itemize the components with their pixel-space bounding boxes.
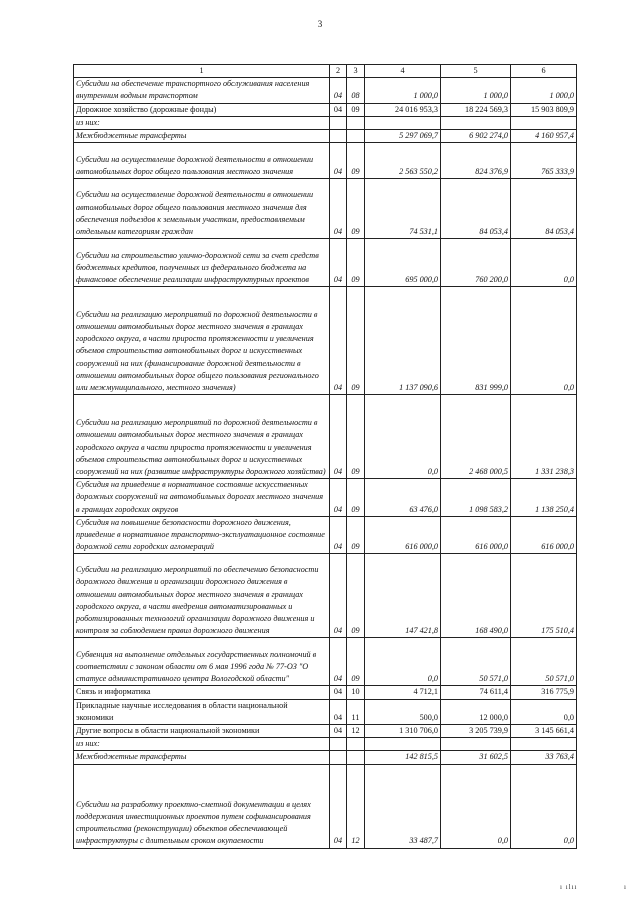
- cell-name: из них:: [74, 116, 330, 129]
- budget-table: [73, 64, 577, 849]
- cell-v5: 18 224 569,3: [441, 103, 511, 116]
- cell-rz: 04: [330, 179, 347, 239]
- table-row: [74, 516, 577, 554]
- cell-rz: 04: [330, 516, 347, 554]
- cell-v4: 5 297 069,7: [365, 130, 441, 143]
- cell-v4: [365, 116, 441, 129]
- cell-v4: [365, 738, 441, 751]
- cell-v5: 824 376,9: [441, 143, 511, 179]
- cell-v6: 1 000,0: [511, 78, 577, 103]
- cell-name: Субсидии на реализацию мероприятий по обеспечению безопасности дорожного движения и организации дорожного движения в отношении автомобильных дорог местного значения в границах городского округа, в части внедрения автоматизированных и роботизированных технологий организации дорожного движения и контроля за соблюдением правил дорожного движения: [74, 554, 330, 638]
- table-row: [74, 479, 577, 517]
- cell-v5: 31 602,5: [441, 751, 511, 764]
- cell-v4: 63 476,0: [365, 479, 441, 517]
- cell-v6: 3 145 661,4: [511, 725, 577, 738]
- cell-v4: 500,0: [365, 699, 441, 724]
- cell-v6: 4 160 957,4: [511, 130, 577, 143]
- table-row: [74, 638, 577, 686]
- cell-pr: 10: [347, 686, 365, 699]
- cell-rz: [330, 116, 347, 129]
- cell-name: Субвенция на выполнение отдельных государственных полномочий в соответствии с законом области от 6 мая 1996 года № 77-ОЗ "О статусе административного центра Вологодской области": [74, 638, 330, 686]
- cell-v5: [441, 738, 511, 751]
- cell-v5: 6 902 274,0: [441, 130, 511, 143]
- cell-v6: 0,0: [511, 287, 577, 395]
- cell-rz: 04: [330, 395, 347, 479]
- cell-v6: 0,0: [511, 699, 577, 724]
- cell-name: Субсидии на обеспечение транспортного обслуживания населения внутренним водным транспортом: [74, 78, 330, 103]
- cell-v4: 24 016 953,3: [365, 103, 441, 116]
- cell-v5: 616 000,0: [441, 516, 511, 554]
- cell-pr: 12: [347, 764, 365, 848]
- cell-v6: 0,0: [511, 764, 577, 848]
- cell-v6: 15 903 809,9: [511, 103, 577, 116]
- cell-name: Субсидии на осуществление дорожной деятельности в отношении автомобильных дорог общего пользования местного значения для обеспечения подъездов к земельным участкам, предоставляемым отдельным категориям граждан: [74, 179, 330, 239]
- table-row: [74, 179, 577, 239]
- header-cell-6: 6: [511, 65, 577, 78]
- cell-v4: 616 000,0: [365, 516, 441, 554]
- cell-rz: 04: [330, 725, 347, 738]
- cell-v4: 0,0: [365, 395, 441, 479]
- cell-pr: 09: [347, 479, 365, 517]
- cell-rz: 04: [330, 554, 347, 638]
- header-cell-3: 3: [347, 65, 365, 78]
- cell-v5: 84 053,4: [441, 179, 511, 239]
- table-row: [74, 751, 577, 764]
- table-row: [74, 287, 577, 395]
- table-row: [74, 395, 577, 479]
- cell-name: Субсидии на строительство улично-дорожной сети за счет средств бюджетных кредитов, полученных из федерального бюджета на финансовое обеспечение реализации инфраструктурных проектов: [74, 239, 330, 287]
- cell-v5: 0,0: [441, 764, 511, 848]
- cell-pr: 11: [347, 699, 365, 724]
- cell-pr: 09: [347, 554, 365, 638]
- cell-v5: 74 611,4: [441, 686, 511, 699]
- cell-v6: 1 138 250,4: [511, 479, 577, 517]
- cell-pr: 09: [347, 143, 365, 179]
- cell-pr: 09: [347, 287, 365, 395]
- table-row: [74, 699, 577, 724]
- cell-name: Дорожное хозяйство (дорожные фонды): [74, 103, 330, 116]
- cell-v6: [511, 738, 577, 751]
- cell-rz: [330, 738, 347, 751]
- cell-v4: 74 531,1: [365, 179, 441, 239]
- cell-v4: 2 563 550,2: [365, 143, 441, 179]
- table-row: [74, 130, 577, 143]
- cell-v6: 765 333,9: [511, 143, 577, 179]
- cell-v6: 316 775,9: [511, 686, 577, 699]
- table-header-row: [74, 65, 577, 78]
- cell-pr: 09: [347, 516, 365, 554]
- cell-name: из них:: [74, 738, 330, 751]
- cell-v6: 616 000,0: [511, 516, 577, 554]
- table-row: [74, 103, 577, 116]
- cell-v4: 1 000,0: [365, 78, 441, 103]
- table-row: [74, 686, 577, 699]
- cell-v5: 12 000,0: [441, 699, 511, 724]
- footer-mark-right: ı: [624, 883, 626, 891]
- cell-pr: [347, 738, 365, 751]
- cell-v4: 33 487,7: [365, 764, 441, 848]
- cell-pr: [347, 116, 365, 129]
- cell-name: Другие вопросы в области национальной экономики: [74, 725, 330, 738]
- cell-v5: 50 571,0: [441, 638, 511, 686]
- cell-name: Связь и информатика: [74, 686, 330, 699]
- cell-v6: 175 510,4: [511, 554, 577, 638]
- cell-pr: 09: [347, 239, 365, 287]
- cell-v4: 1 310 706,0: [365, 725, 441, 738]
- cell-pr: 09: [347, 395, 365, 479]
- cell-rz: 04: [330, 143, 347, 179]
- table-row: [74, 554, 577, 638]
- cell-name: Межбюджетные трансферты: [74, 130, 330, 143]
- cell-rz: 04: [330, 103, 347, 116]
- cell-v6: 50 571,0: [511, 638, 577, 686]
- cell-rz: 04: [330, 699, 347, 724]
- cell-pr: [347, 751, 365, 764]
- cell-v4: 147 421,8: [365, 554, 441, 638]
- table-row: [74, 143, 577, 179]
- footer-mark: ı ılıı: [560, 883, 578, 891]
- header-cell-2: 2: [330, 65, 347, 78]
- cell-v5: 168 490,0: [441, 554, 511, 638]
- cell-name: Субсидия на приведение в нормативное состояние искусственных дорожных сооружений на автомобильных дорогах местного значения в границах городских округов: [74, 479, 330, 517]
- table-row: [74, 738, 577, 751]
- page-number: 3: [317, 19, 323, 29]
- cell-v4: 1 137 090,6: [365, 287, 441, 395]
- cell-pr: 12: [347, 725, 365, 738]
- cell-pr: 09: [347, 103, 365, 116]
- cell-name: Субсидии на разработку проектно-сметной документации в целях поддержания инвестиционных проектов путем софинансирования строительства (реконструкции) объектов обеспечивающей инфраструктуры с длительным сроком окупаемости: [74, 764, 330, 848]
- cell-v5: 2 468 000,5: [441, 395, 511, 479]
- cell-v5: 1 000,0: [441, 78, 511, 103]
- table-row: [74, 78, 577, 103]
- cell-v5: [441, 116, 511, 129]
- cell-v5: 1 098 583,2: [441, 479, 511, 517]
- table-body: [74, 78, 577, 848]
- cell-v6: 1 331 238,3: [511, 395, 577, 479]
- cell-name: Межбюджетные трансферты: [74, 751, 330, 764]
- cell-v4: 0,0: [365, 638, 441, 686]
- cell-v5: 760 200,0: [441, 239, 511, 287]
- cell-v4: 695 000,0: [365, 239, 441, 287]
- cell-pr: 08: [347, 78, 365, 103]
- cell-name: Субсидии на реализацию мероприятий по дорожной деятельности в отношении автомобильных дорог местного значения в границах городского округа, в части прироста протяженности и увеличения объемов строительства автомобильных дорог и искусственных сооружений на них (финансирование дорожной деятельности в отношении автомобильных дорог общего пользования регионального или межмуниципального, местного значения): [74, 287, 330, 395]
- cell-pr: 09: [347, 179, 365, 239]
- table-row: [74, 764, 577, 848]
- header-cell-1: 1: [74, 65, 330, 78]
- cell-pr: [347, 130, 365, 143]
- cell-rz: [330, 130, 347, 143]
- cell-v5: 3 205 739,9: [441, 725, 511, 738]
- header-cell-4: 4: [365, 65, 441, 78]
- table-row: [74, 239, 577, 287]
- cell-v5: 831 999,0: [441, 287, 511, 395]
- header-cell-5: 5: [441, 65, 511, 78]
- cell-name: Субсидия на повышение безопасности дорожного движения, приведение в нормативное транспортно-эксплуатационное состояние дорожной сети городских агломераций: [74, 516, 330, 554]
- cell-rz: [330, 751, 347, 764]
- cell-name: Субсидии на реализацию мероприятий по дорожной деятельности в отношении автомобильных дорог местного значения в границах городского округа в части прироста протяженности и увеличения объемов строительства автомобильных дорог и искусственных сооружений на них (развитие инфраструктуры дорожного хозяйства): [74, 395, 330, 479]
- cell-rz: 04: [330, 287, 347, 395]
- cell-rz: 04: [330, 78, 347, 103]
- cell-rz: 04: [330, 764, 347, 848]
- cell-pr: 09: [347, 638, 365, 686]
- cell-rz: 04: [330, 479, 347, 517]
- table-row: [74, 725, 577, 738]
- cell-v4: 142 815,5: [365, 751, 441, 764]
- cell-rz: 04: [330, 638, 347, 686]
- cell-v6: 84 053,4: [511, 179, 577, 239]
- cell-v6: 33 763,4: [511, 751, 577, 764]
- cell-v4: 4 712,1: [365, 686, 441, 699]
- cell-rz: 04: [330, 686, 347, 699]
- cell-rz: 04: [330, 239, 347, 287]
- cell-v6: [511, 116, 577, 129]
- cell-name: Прикладные научные исследования в области национальной экономики: [74, 699, 330, 724]
- cell-name: Субсидии на осуществление дорожной деятельности в отношении автомобильных дорог общего пользования местного значения: [74, 143, 330, 179]
- table-row: [74, 116, 577, 129]
- cell-v6: 0,0: [511, 239, 577, 287]
